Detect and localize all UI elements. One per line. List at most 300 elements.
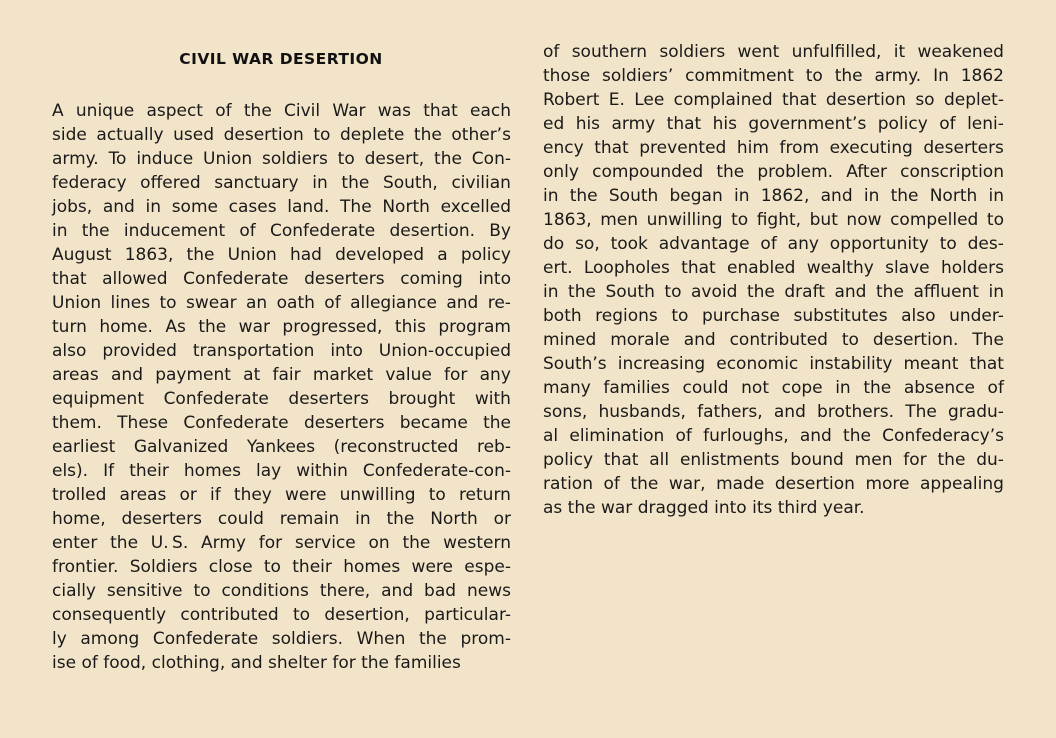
text-word: the [418, 629, 447, 649]
text-line [543, 376, 1004, 400]
text-word: service [294, 533, 356, 553]
text-word: These [117, 413, 169, 433]
text-word: By [489, 221, 511, 241]
text-word: them. [52, 413, 102, 433]
text-word: regions [595, 306, 658, 326]
text-word: South [608, 186, 659, 206]
text-word: economic [716, 354, 799, 374]
text-word: cases [228, 197, 277, 217]
text-word: weakened [917, 42, 1004, 62]
text-word: and [102, 197, 135, 217]
text-word: of [324, 293, 341, 313]
text-line [52, 651, 511, 675]
text-word: lines [110, 293, 151, 313]
text-word: and [111, 365, 143, 385]
text-word: instability [809, 354, 893, 374]
text-word: opportunity [829, 234, 929, 254]
text-word: the [569, 186, 598, 206]
text-word: to [292, 605, 311, 625]
text-word: civilian [451, 173, 511, 193]
text-word: southern [571, 42, 648, 62]
text-word: excelled [440, 197, 511, 217]
text-line [543, 136, 1004, 160]
text-line [52, 363, 511, 387]
text-word: allegiance [350, 293, 437, 313]
text-word: deserters [923, 138, 1004, 158]
text-word: developed [335, 245, 425, 265]
text-line [543, 184, 1004, 208]
text-word: became [399, 413, 468, 433]
text-word: home. [99, 317, 153, 337]
text-line [52, 603, 511, 627]
text-word: Soldiers [129, 557, 198, 577]
text-word: to [805, 66, 823, 86]
text-word: prevented [639, 138, 727, 158]
text-word: made [716, 474, 765, 494]
text-word: absence [903, 378, 975, 398]
text-word: Robert [543, 90, 600, 110]
text-line-content: ise of food, clothing, and shelter for the families [52, 653, 461, 673]
text-word: program [438, 317, 511, 337]
text-word: among [80, 629, 140, 649]
text-word: do [543, 234, 565, 254]
text-word: furloughs, [703, 426, 789, 446]
text-word: els). [52, 461, 89, 481]
text-word: to [671, 306, 689, 326]
text-word: and [381, 581, 414, 601]
text-word: it [893, 42, 906, 62]
text-line [543, 304, 1004, 328]
text-word: the [386, 509, 415, 529]
text-word: that [681, 258, 716, 278]
text-word: North [382, 197, 430, 217]
text-word: the [434, 149, 462, 169]
text-word: of [215, 101, 232, 121]
text-word: the [341, 173, 370, 193]
text-word: soldiers. [271, 629, 343, 649]
text-word: remain [279, 509, 340, 529]
text-line [52, 627, 511, 651]
text-line [543, 160, 1004, 184]
text-word: government’s [748, 114, 867, 134]
text-word: of [760, 234, 777, 254]
text-word: The [340, 197, 372, 217]
text-line [52, 315, 511, 339]
text-word: frontier. [52, 557, 119, 577]
text-word: conscription [900, 162, 1004, 182]
text-word: homes [183, 461, 241, 481]
text-line [543, 472, 1004, 496]
text-word: army. [874, 66, 922, 86]
text-word: soldiers’ [602, 66, 674, 86]
text-word: any [479, 365, 511, 385]
text-word: more [865, 474, 910, 494]
text-word: in [988, 186, 1004, 206]
text-word: to [193, 581, 211, 601]
text-word: August [52, 245, 112, 265]
text-line [543, 424, 1004, 448]
text-word: appealing [920, 474, 1004, 494]
text-word: the [110, 533, 139, 553]
text-line [52, 459, 511, 483]
text-word: fight, [756, 210, 802, 230]
text-word: war [238, 317, 270, 337]
text-word: the [483, 413, 511, 433]
text-word: under- [949, 306, 1004, 326]
text-word: brothers. [817, 402, 895, 422]
text-word: desertion. [872, 330, 959, 350]
text-word: 1862, [760, 186, 810, 206]
text-column-left [52, 99, 511, 675]
text-word: Confederate [183, 413, 289, 433]
text-word: 1862 [960, 66, 1004, 86]
text-line [52, 243, 511, 267]
text-word: soldiers [659, 42, 726, 62]
text-word: leni- [967, 114, 1004, 134]
text-word: to [939, 234, 957, 254]
text-word: Confederate [163, 389, 269, 409]
text-word: within [296, 461, 348, 481]
text-word: To [108, 149, 127, 169]
text-word: to [313, 125, 331, 145]
text-word: side [52, 125, 87, 145]
text-word: the [81, 221, 110, 241]
text-word: men [600, 210, 639, 230]
text-word: After [846, 162, 888, 182]
text-word: to [337, 149, 355, 169]
text-word: also [52, 341, 87, 361]
text-word: compounded [592, 162, 704, 182]
text-word: compelled [890, 210, 979, 230]
text-word: equipment [52, 389, 144, 409]
text-word: homes [343, 557, 401, 577]
text-word: conditions [221, 581, 309, 601]
text-word: cope [781, 378, 823, 398]
text-word: ert. [543, 258, 573, 278]
text-word: to [986, 210, 1004, 230]
text-word: Con- [471, 149, 511, 169]
text-word: espe- [464, 557, 511, 577]
text-word: men [854, 450, 893, 470]
text-word: lay [256, 461, 282, 481]
text-word: of [987, 378, 1004, 398]
text-word: enlistments [679, 450, 780, 470]
text-word: for [258, 533, 283, 553]
text-word: ration [543, 474, 593, 494]
text-word: some [171, 197, 218, 217]
text-word: and [446, 293, 479, 313]
text-word: Loopholes [583, 258, 670, 278]
text-line [543, 280, 1004, 304]
text-word: reb- [476, 437, 511, 457]
page-title: CIVIL WAR DESERTION [179, 50, 383, 68]
text-line [52, 411, 511, 435]
text-word: a [437, 245, 448, 265]
text-line [543, 400, 1004, 424]
text-word: The [905, 402, 937, 422]
text-word: (reconstructed [333, 437, 459, 457]
text-word: other’s [451, 125, 511, 145]
text-word: A [52, 101, 64, 121]
text-line [543, 88, 1004, 112]
text-word: unwilling [339, 485, 416, 505]
text-word: South [605, 282, 655, 302]
text-word: could [682, 378, 729, 398]
text-word: the [243, 101, 272, 121]
text-word: jobs, [52, 197, 93, 217]
text-word: into [330, 341, 363, 361]
text-word: North [430, 509, 478, 529]
text-line [52, 339, 511, 363]
text-word: Confederacy’s [882, 426, 1004, 446]
text-word: to [263, 557, 281, 577]
text-word: in [312, 173, 328, 193]
text-word: each [470, 101, 511, 121]
text-line [52, 219, 511, 243]
text-word: Confederate [183, 269, 289, 289]
text-word: payment [155, 365, 231, 385]
text-word: earliest [52, 437, 116, 457]
text-word: meant [903, 354, 959, 374]
text-word: the [937, 450, 966, 470]
text-word: return [458, 485, 511, 505]
text-word: in [52, 221, 68, 241]
text-word: in [355, 509, 371, 529]
text-word: commitment [685, 66, 794, 86]
text-word: fathers, [697, 402, 763, 422]
text-word: executing [829, 138, 913, 158]
text-word: re- [487, 293, 511, 313]
text-word: that [594, 138, 629, 158]
text-word: was [377, 101, 411, 121]
text-line [52, 99, 511, 123]
text-word: 1863, [543, 210, 592, 230]
text-word: and [834, 282, 867, 302]
text-word: morale [610, 330, 670, 350]
text-word: only [543, 162, 579, 182]
text-word: the [890, 186, 919, 206]
text-line [543, 328, 1004, 352]
text-word: the [186, 245, 215, 265]
text-word: into [478, 269, 511, 289]
text-word: unfulfilled, [791, 42, 882, 62]
text-word: the [863, 378, 892, 398]
text-word: western [443, 533, 511, 553]
text-word: coming [400, 269, 463, 289]
text-word: offered [140, 173, 201, 193]
text-word: slave [885, 258, 930, 278]
text-word: unique [75, 101, 135, 121]
text-line-content: as the war dragged into its third year. [543, 498, 865, 518]
text-word: their [292, 557, 332, 577]
text-word: affluent [913, 282, 979, 302]
text-line [543, 112, 1004, 136]
text-word: in [988, 282, 1004, 302]
text-word: desertion [825, 90, 906, 110]
text-word: used [173, 125, 215, 145]
text-line [543, 448, 1004, 472]
text-word: that [423, 101, 458, 121]
text-word: desertion [774, 474, 855, 494]
text-word: both [543, 306, 582, 326]
text-word: particular- [424, 605, 511, 625]
text-word: and [820, 186, 853, 206]
text-word: all [649, 450, 670, 470]
text-word: Union [52, 293, 102, 313]
text-word: sensitive [106, 581, 183, 601]
text-word: for [903, 450, 927, 470]
text-word: deserters [304, 269, 385, 289]
text-word: army. [52, 149, 99, 169]
text-word: and [799, 426, 832, 446]
text-word: they [233, 485, 272, 505]
text-word: Yankees [246, 437, 316, 457]
text-word: deplete [339, 125, 405, 145]
text-word: The [972, 330, 1004, 350]
text-word: news [466, 581, 511, 601]
text-word: land. [287, 197, 330, 217]
text-word: had [289, 245, 322, 265]
text-word: could [217, 509, 264, 529]
text-word: of [675, 426, 692, 446]
text-word: transportation [192, 341, 315, 361]
text-line [543, 352, 1004, 376]
text-word: the [402, 533, 431, 553]
text-word: Galvanized [133, 437, 229, 457]
text-word: of [239, 221, 256, 241]
text-word: from [779, 138, 820, 158]
text-word: elimination [569, 426, 665, 446]
text-word: al [543, 426, 559, 446]
text-word: to [428, 485, 446, 505]
text-word: were [285, 485, 327, 505]
text-word: advantage [658, 234, 750, 254]
text-line [52, 123, 511, 147]
text-word: policy [460, 245, 511, 265]
text-column-right [543, 40, 1004, 520]
text-word: mined [543, 330, 597, 350]
text-word: the [746, 282, 775, 302]
text-word: actually [96, 125, 164, 145]
text-line [52, 387, 511, 411]
text-word: swear [185, 293, 237, 313]
text-word: in [835, 378, 851, 398]
text-word: families [603, 378, 670, 398]
text-word: the [413, 125, 442, 145]
text-word: Confederate [270, 221, 376, 241]
text-word: ly [52, 629, 67, 649]
text-word: army [611, 114, 656, 134]
text-word: policy [877, 114, 928, 134]
text-word: 1863, [124, 245, 174, 265]
text-word: were [411, 557, 453, 577]
text-word: of [603, 474, 620, 494]
text-word: Army [201, 533, 246, 553]
text-line [52, 195, 511, 219]
text-word: of [939, 114, 956, 134]
text-word: him [736, 138, 769, 158]
text-word: began [669, 186, 723, 206]
text-word: to [664, 282, 682, 302]
text-word: ency [543, 138, 584, 158]
text-line [543, 232, 1004, 256]
text-word: U. S. [150, 533, 189, 553]
text-word: in [543, 186, 559, 206]
text-line [52, 267, 511, 291]
text-word: substitutes [793, 306, 888, 326]
text-word: that [603, 450, 639, 470]
text-word: enter [52, 533, 98, 553]
text-word: to [731, 210, 749, 230]
text-word: E. [608, 90, 625, 110]
text-line [52, 555, 511, 579]
text-word: soldiers [262, 149, 328, 169]
text-word: South, [382, 173, 438, 193]
text-word: des- [967, 234, 1004, 254]
text-word: fair [272, 365, 301, 385]
text-word: desertion [223, 125, 304, 145]
text-line [52, 483, 511, 507]
text-word: the [876, 282, 904, 302]
text-word: cially [52, 581, 96, 601]
text-word: and [683, 330, 716, 350]
text-word: the [568, 282, 596, 302]
text-word: of [543, 42, 560, 62]
text-word: When [356, 629, 406, 649]
text-word: if [210, 485, 221, 505]
text-line [543, 208, 1004, 232]
text-word: with [474, 389, 511, 409]
text-line [52, 579, 511, 603]
text-word: prom- [460, 629, 511, 649]
text-word: in [543, 282, 559, 302]
text-word: increasing [617, 354, 706, 374]
text-line [52, 531, 511, 555]
text-word: deserters [288, 389, 369, 409]
text-word: avoid [691, 282, 738, 302]
text-word: desertion. [389, 221, 476, 241]
text-word: but [809, 210, 838, 230]
text-word: the [630, 474, 659, 494]
text-word: aspect [146, 101, 203, 121]
text-word: trolled [52, 485, 107, 505]
text-word: also [901, 306, 936, 326]
text-word: As [165, 317, 186, 337]
text-word: war, [668, 474, 706, 494]
text-word: ed [543, 114, 565, 134]
text-word: that [666, 114, 702, 134]
text-line [543, 40, 1004, 64]
text-word: consequently [52, 605, 167, 625]
text-word: bound [790, 450, 844, 470]
text-word: at [243, 365, 261, 385]
text-word: federacy [52, 173, 127, 193]
text-word: areas [52, 365, 99, 385]
text-line [52, 171, 511, 195]
text-word: holders [940, 258, 1004, 278]
text-word: value [385, 365, 432, 385]
text-word: gradu- [948, 402, 1004, 422]
text-word: took [610, 234, 648, 254]
text-word: not [741, 378, 769, 398]
text-line [543, 64, 1004, 88]
text-word: those [543, 66, 591, 86]
text-word: to [159, 293, 177, 313]
text-word: North [929, 186, 978, 206]
text-line [52, 507, 511, 531]
text-word: enabled [727, 258, 796, 278]
text-word: purchase [701, 306, 780, 326]
